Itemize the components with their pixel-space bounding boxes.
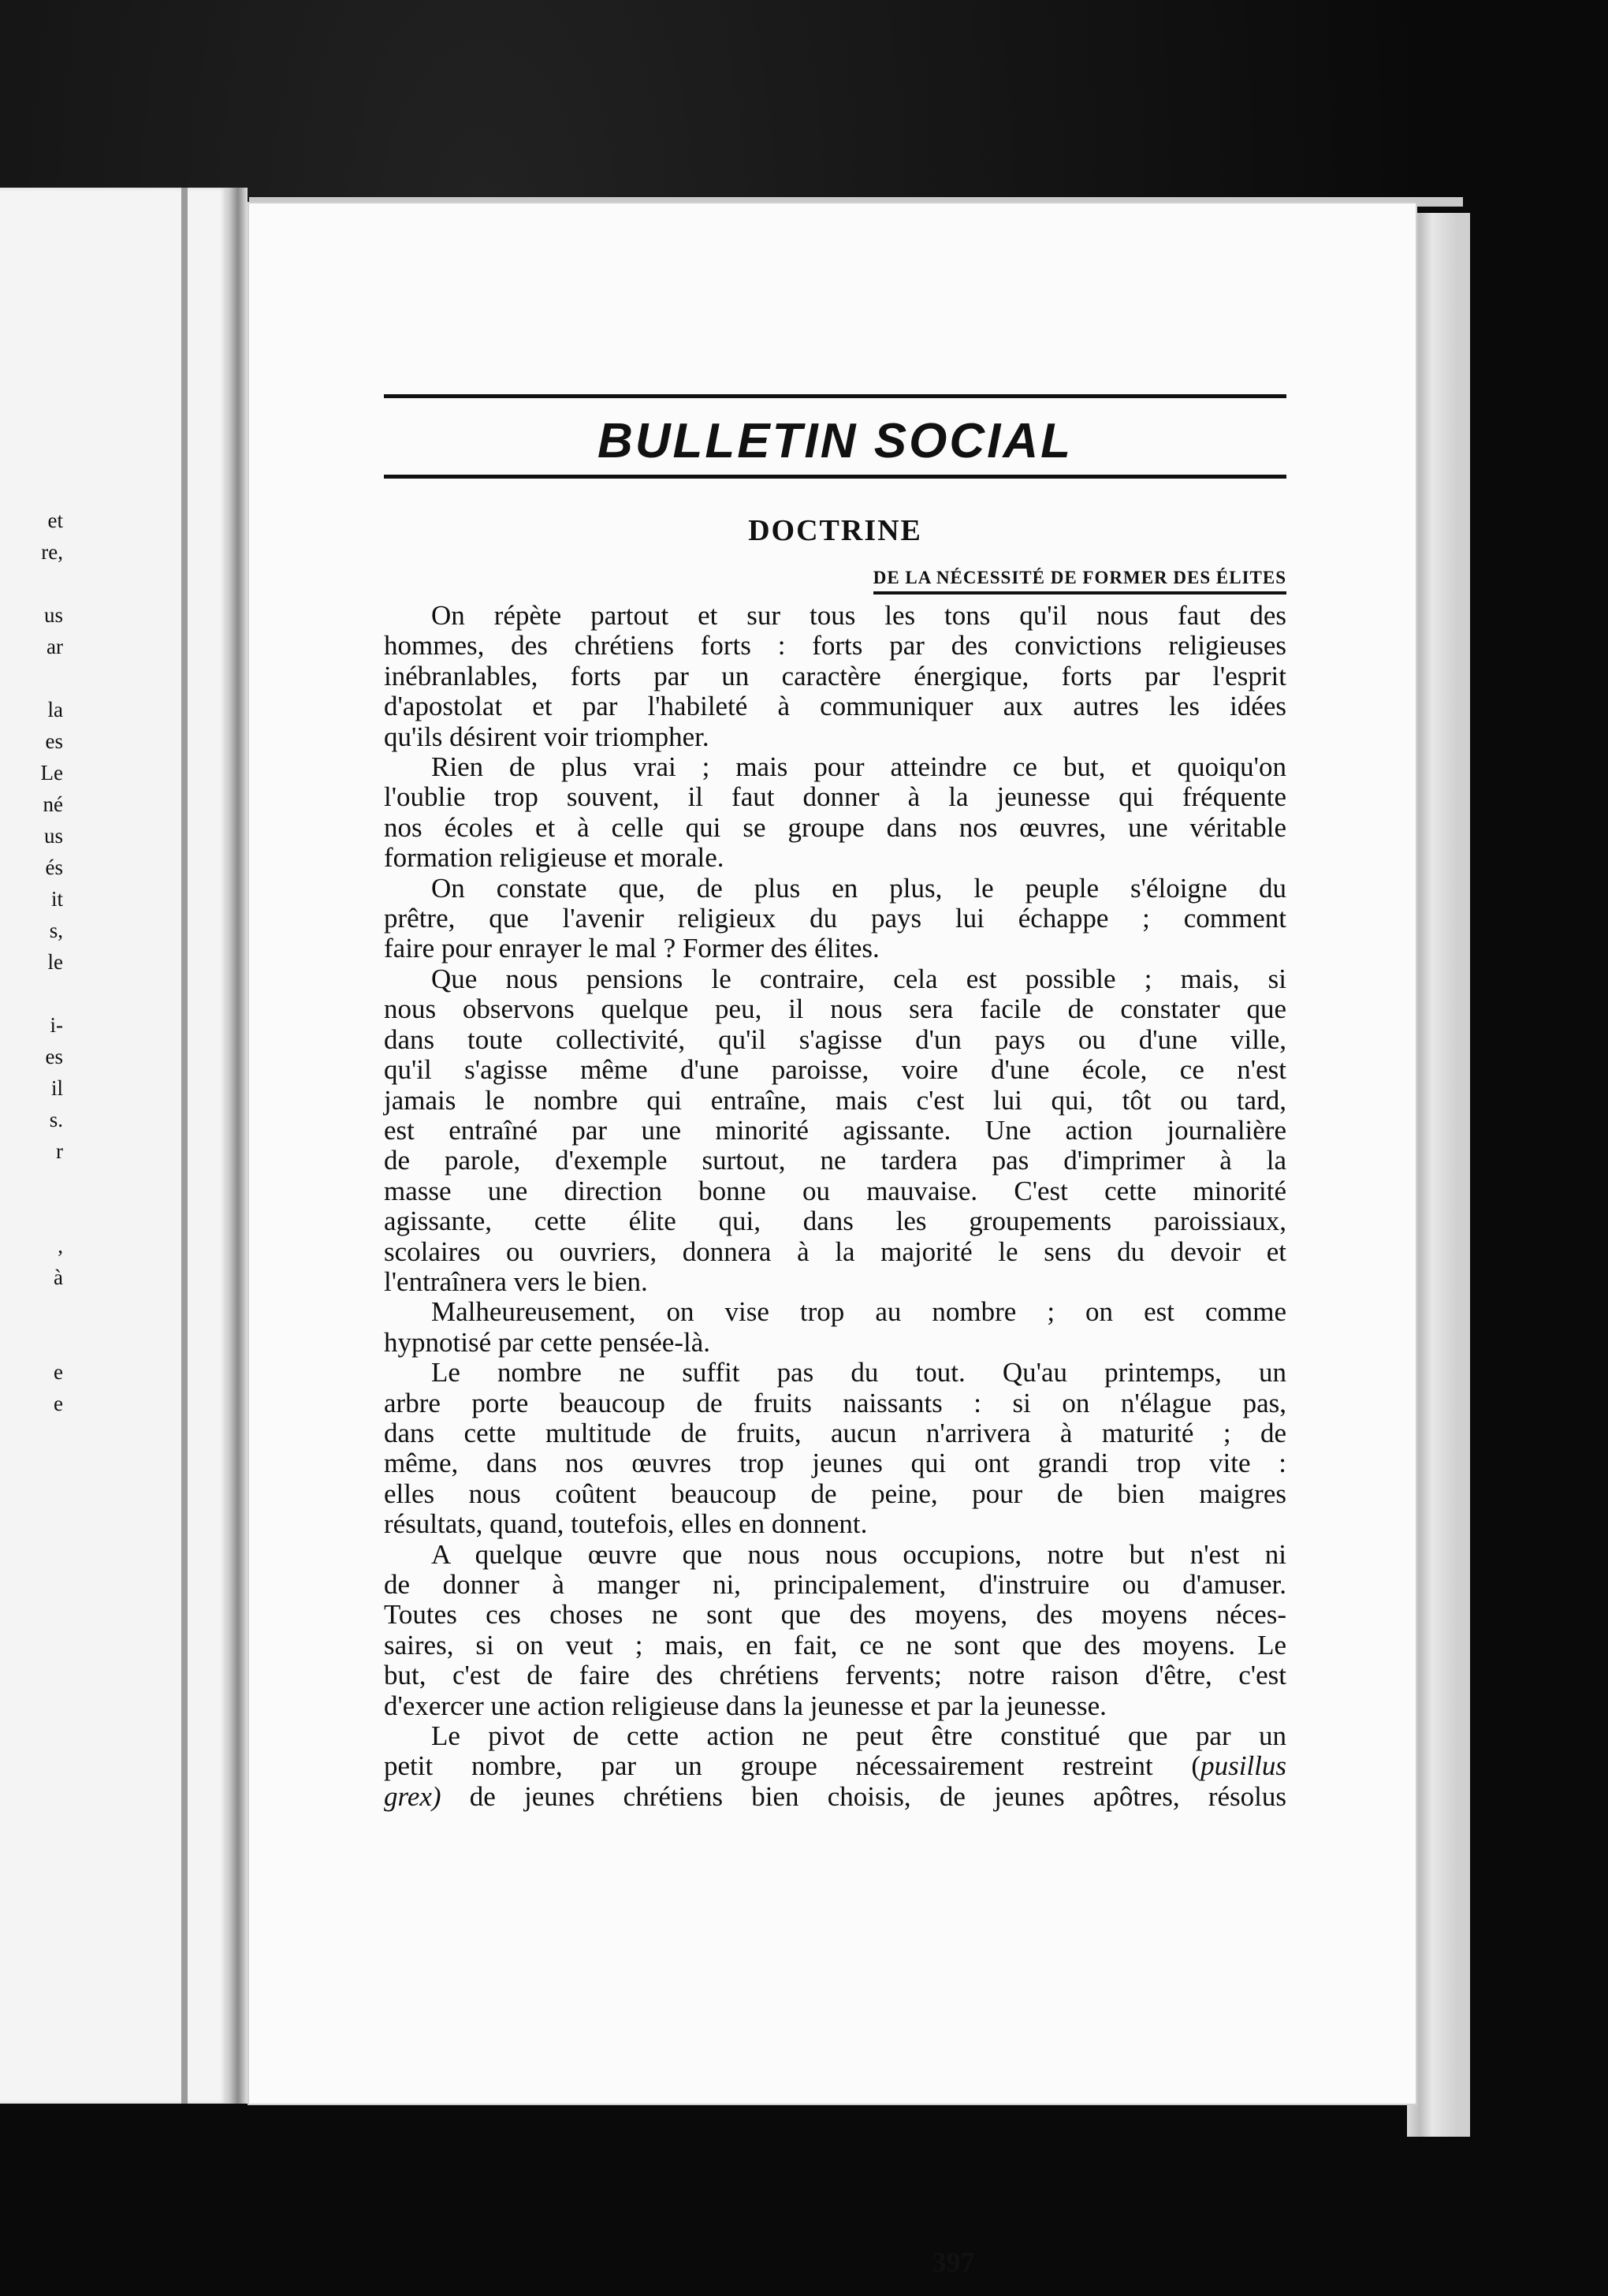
left-page-fragment: es: [45, 1045, 63, 1068]
text-line: de donner à manger ni, principalement, d'instruire ou d'amuser.: [384, 1569, 1286, 1600]
text-line: nos écoles et à celle qui se groupe dans nos œuvres, une véritable: [384, 811, 1286, 843]
left-page-fragment: [0, 1293, 63, 1325]
text-line: l'oublie trop souvent, il faut donner à la jeunesse qui fréquente: [384, 781, 1286, 813]
left-page-fragment: Le: [40, 761, 63, 785]
heading-rule-bottom: [384, 475, 1286, 479]
left-page-fragment: s.: [49, 1108, 63, 1131]
left-page-fragment: us: [43, 824, 63, 848]
text-line: résultats, quand, toutefois, elles en donnent.: [384, 1508, 868, 1540]
left-page-fragment: re,: [41, 540, 63, 564]
text-line: scolaires ou ouvriers, donnera à la majorité le sens du devoir et: [384, 1236, 1286, 1267]
text-line: arbre porte beaucoup de fruits naissants : si on n'élague pas,: [384, 1387, 1286, 1418]
paragraph: [384, 601, 1286, 752]
text-line: Malheureusement, on vise trop au nombre ; on est comme: [431, 1296, 1286, 1328]
left-page-fragment: [0, 978, 63, 1009]
left-page-fragment: it: [50, 887, 63, 911]
left-page-fragment: i-: [50, 1013, 63, 1037]
text-line: dans toute collectivité, qu'il s'agisse d'un pays ou d'une ville,: [384, 1023, 1286, 1055]
text-line: hypnotisé par cette pensée-là.: [384, 1326, 710, 1358]
text-line: Toutes ces choses ne sont que des moyens, des moyens néces-: [384, 1599, 1286, 1631]
text-line: elles nous coûtent beaucoup de peine, pour de bien maigres: [384, 1478, 1286, 1509]
left-page-fragment: [0, 662, 63, 694]
left-page-fragment: [0, 568, 63, 599]
left-page-fragment: à: [54, 1265, 63, 1289]
text-line: On constate que, de plus en plus, le peuple s'éloigne du: [431, 872, 1286, 904]
paragraph: [384, 1297, 1286, 1358]
left-page-gutter: [181, 188, 188, 2104]
section-title: DOCTRINE: [748, 514, 922, 547]
left-page-fragment: e: [54, 1360, 63, 1384]
book-spine: [229, 188, 248, 2104]
left-page-fragment: és: [45, 855, 63, 879]
text-line: Le pivot de cette action ne peut être constitué que par un: [431, 1720, 1286, 1752]
text-line: formation religieuse et morale.: [384, 842, 724, 874]
text-line: saires, si on veut ; mais, en fait, ce ne sont que des moyens. Le: [384, 1629, 1286, 1660]
text-line: masse une direction bonne ou mauvaise. C'est cette minorité: [384, 1175, 1286, 1206]
text-line: A quelque œuvre que nous nous occupions, notre but n'est ni: [431, 1538, 1286, 1570]
text-line: nous observons quelque peu, il nous sera facile de constater que: [384, 993, 1286, 1025]
left-page-fragment: il: [50, 1076, 63, 1100]
paragraph: [384, 752, 1286, 874]
left-page-fragment: ,: [58, 1234, 63, 1258]
text-line: On répète partout et sur tous les tons qu'il nous faut des: [431, 600, 1286, 631]
left-page-fragment: e: [54, 1392, 63, 1415]
text-line: qu'ils désirent voir triompher.: [384, 721, 709, 752]
text-line: même, dans nos œuvres trop jeunes qui ont grandi trop vite :: [384, 1448, 1286, 1479]
text-line: hommes, des chrétiens forts : forts par des convictions religieuses: [384, 630, 1286, 662]
paragraph: [384, 1721, 1286, 1812]
left-page-fragment: [0, 1325, 63, 1356]
text-line: l'entraînera vers le bien.: [384, 1265, 648, 1297]
text-line: est entraîné par une minorité agissante. Une action journalière: [384, 1114, 1286, 1146]
left-page-fragment: [0, 1198, 63, 1230]
left-page-fragment: ar: [47, 635, 63, 658]
text-line: d'apostolat et par l'habileté à communiquer aux autres les idées: [384, 691, 1286, 722]
page-heading: BULLETIN SOCIAL: [597, 414, 1073, 468]
left-page-fragment: r: [56, 1139, 63, 1163]
left-page-fragment: et: [47, 509, 63, 532]
text-line: jamais le nombre qui entraîne, mais c'est lui qui, tôt ou tard,: [384, 1084, 1286, 1116]
text-line: dans cette multitude de fruits, aucun n'arrivera à maturité ; de: [384, 1417, 1286, 1448]
text-line: Que nous pensions le contraire, cela est possible ; mais, si: [431, 963, 1286, 994]
text-line: Rien de plus vrai ; mais pour atteindre ce but, et quoiqu'on: [431, 751, 1286, 783]
text-line: prêtre, que l'avenir religieux du pays lui échappe ; comment: [384, 903, 1286, 934]
left-page-text-fragments: [0, 505, 63, 1419]
left-page-fragment: [0, 1167, 63, 1198]
page-number: 397: [932, 2246, 975, 2278]
article-body: [384, 601, 1286, 1812]
text-line: petit nombre, par un groupe nécessairement restreint (pusillus: [384, 1750, 1286, 1782]
text-line: but, c'est de faire des chrétiens fervents; notre raison d'être, c'est: [384, 1660, 1286, 1691]
text-line: agissante, cette élite qui, dans les groupements paroissiaux,: [384, 1206, 1286, 1237]
left-page-fragment: us: [43, 603, 63, 627]
text-line: faire pour enrayer le mal ? Former des élites.: [384, 933, 880, 964]
text-line: grex) de jeunes chrétiens bien choisis, de jeunes apôtres, résolus: [384, 1780, 1286, 1812]
page-stack-edge: [1407, 213, 1470, 2137]
left-page-fragment: la: [47, 698, 63, 721]
text-line: inébranlables, forts par un caractère énergique, forts par l'esprit: [384, 660, 1286, 691]
text-line: de parole, d'exemple surtout, ne tardera pas d'imprimer à la: [384, 1145, 1286, 1176]
left-page-fragment: né: [43, 792, 63, 816]
left-page-fragment: es: [45, 729, 63, 753]
text-line: d'exercer une action religieuse dans la jeunesse et par la jeunesse.: [384, 1690, 1107, 1721]
left-page-fragment: le: [47, 950, 63, 974]
paragraph: [384, 874, 1286, 964]
text-line: qu'il s'agisse même d'une paroisse, voire d'une école, ce n'est: [384, 1054, 1286, 1086]
article-subtitle: DE LA NÉCESSITÉ DE FORMER DES ÉLITES: [873, 566, 1286, 594]
paragraph: [384, 1540, 1286, 1721]
paragraph: [384, 1358, 1286, 1539]
left-page-fragment: s,: [49, 919, 63, 942]
text-line: Le nombre ne suffit pas du tout. Qu'au printemps, un: [431, 1357, 1286, 1388]
paragraph: [384, 964, 1286, 1297]
heading-rule-top: [384, 394, 1286, 398]
